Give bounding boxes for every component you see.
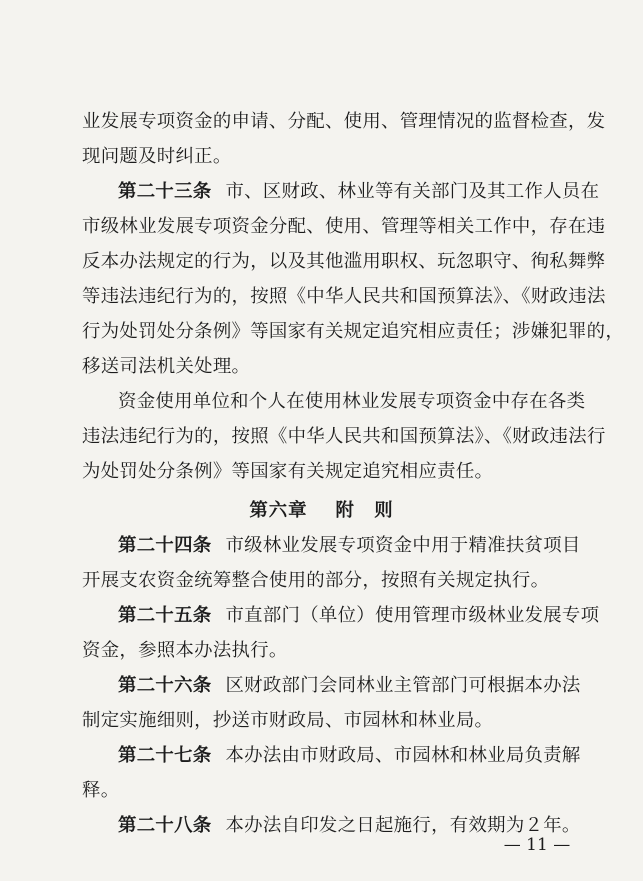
body-line: 市级林业发展专项资金分配、使用、管理等相关工作中，存在违 <box>82 216 606 237</box>
chapter-heading: 第六章 附 则 <box>249 500 394 521</box>
article-24-line: 第二十四条 市级林业发展专项资金中用于精准扶贫项目 <box>118 535 581 556</box>
body-line: 资金，参照本办法执行。 <box>82 640 288 661</box>
body-line: 资金使用单位和个人在使用林业发展专项资金中存在各类 <box>118 391 586 412</box>
article-25-line: 第二十五条 市直部门（单位）使用管理市级林业发展专项 <box>118 605 600 626</box>
article-number: 第二十四条 <box>118 535 212 556</box>
article-number: 第二十八条 <box>118 815 212 836</box>
article-27-line: 第二十七条 本办法由市财政局、市园林和林业局负责解 <box>118 745 581 766</box>
body-line: 制定实施细则，抄送市财政局、市园林和林业局。 <box>82 710 494 731</box>
article-number: 第二十六条 <box>118 675 212 696</box>
body-line: 现问题及时纠正。 <box>82 146 232 167</box>
article-number: 第二十五条 <box>118 605 212 626</box>
body-line: 违法违纪行为的，按照《中华人民共和国预算法》、《财政违法行 <box>82 426 606 447</box>
article-number: 第二十七条 <box>118 745 212 766</box>
body-line: 移送司法机关处理。 <box>82 356 251 377</box>
article-28-line: 第二十八条 本办法自印发之日起施行，有效期为２年。 <box>118 815 581 836</box>
body-line: 业发展专项资金的申请、分配、使用、管理情况的监督检查，发 <box>82 111 606 132</box>
body-line: 行为处罚处分条例》等国家有关规定追究相应责任；涉嫌犯罪的， <box>82 321 625 342</box>
article-number: 第二十三条 <box>118 181 212 202</box>
body-line: 开展支农资金统筹整合使用的部分，按照有关规定执行。 <box>82 570 550 591</box>
body-line: 等违法违纪行为的，按照《中华人民共和国预算法》、《财政违法 <box>82 286 606 307</box>
article-26-line: 第二十六条 区财政部门会同林业主管部门可根据本办法 <box>118 675 581 696</box>
body-line: 为处罚处分条例》等国家有关规定追究相应责任。 <box>82 461 494 482</box>
body-line: 释。 <box>82 780 120 801</box>
article-23-line: 第二十三条 市、区财政、林业等有关部门及其工作人员在 <box>118 181 600 202</box>
page-number: — 11 — <box>503 835 571 855</box>
body-line: 反本办法规定的行为，以及其他滥用职权、玩忽职守、徇私舞弊 <box>82 251 606 272</box>
